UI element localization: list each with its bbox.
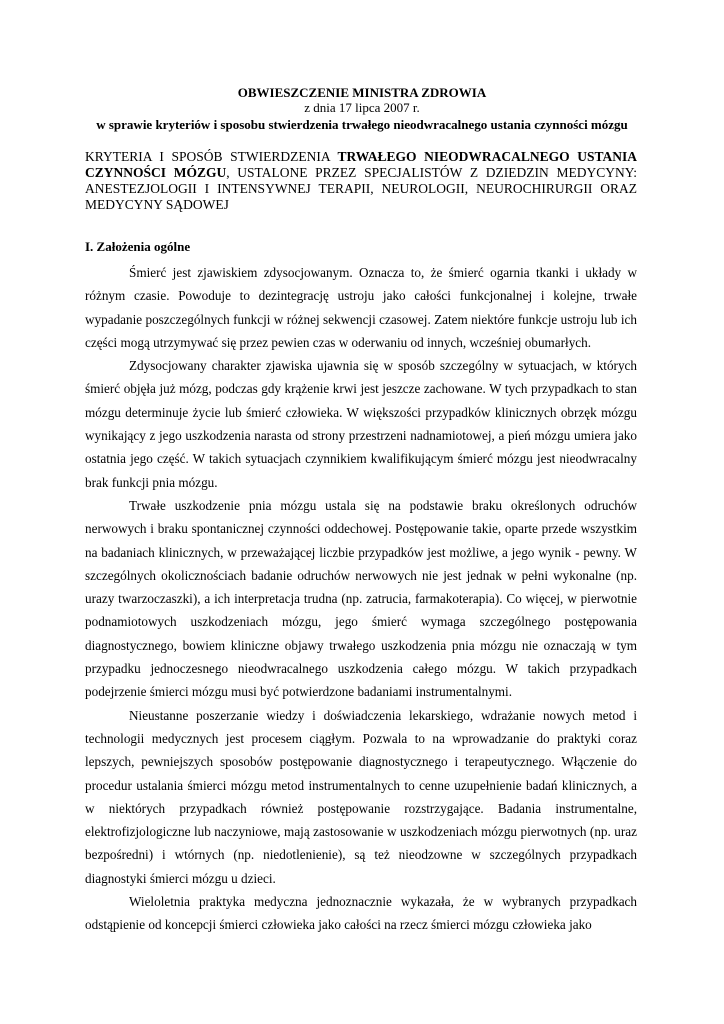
paragraph: Nieustanne poszerzanie wiedzy i doświadczenia lekarskiego, wdrażanie nowych metod i technologii medycznych jest procesem ciągłym. Pozwala to na wprowadzanie do praktyki coraz lepszych, pewniejszych sposobów postępowanie diagnostycznego i terapeutycznego. Włączenie do procedur ustalania śmierci mózgu metod instrumentalnych to cenne uzupełnienie badań klinicznych, a w niektórych przypadkach również postępowanie rozstrzygające. Badania instrumentalne, elektrofizjologiczne lub naczyniowe, mają zastosowanie w uszkodzeniach mózgu pierwotnych (np. uraz bezpośredni) i wtórnych (np. niedotlenienie), są też nieodzowne w szczególnych przypadkach diagnostyki śmierci mózgu u dzieci.: [85, 707, 637, 886]
document-body: [85, 261, 637, 937]
criteria-text-start: KRYTERIA I SPOSÓB STWIERDZENIA: [85, 149, 338, 164]
paragraph: Wieloletnia praktyka medyczna jednoznacznie wykazała, że w wybranych przypadkach odstąpienie od koncepcji śmierci człowieka jako całości na rzecz śmierci mózgu człowieka jako: [85, 894, 637, 933]
criteria-text-end: , USTALONE PRZEZ SPECJALISTÓW Z DZIEDZIN MEDYCYNY: ANESTEZJOLOGII I INTENSYWNEJ TERAPII, NEUROLOGII, NEUROCHIRURGII ORAZ MEDYCYNY SĄDOWEJ: [85, 165, 637, 212]
paragraph: Trwałe uszkodzenie pnia mózgu ustala się na podstawie braku określonych odruchów nerwowych i braku spontanicznej czynności oddechowej. Postępowanie takie, oparte przede wszystkim na badaniach klinicznych, w przeważającej liczbie przypadków jest możliwe, a jego wynik - pewny. W szczególnych okolicznościach badanie odruchów nerwowych nie jest jednak w pełni wykonalne (np. urazy twarzoczaszki), a ich interpretacja trudna (np. zatrucia, farmakoterapia). Co więcej, w pierwotnie podnamiotowych uszkodzeniach mózgu, jego śmierć wymaga szczególnego postępowania diagnostycznego, bowiem kliniczne objawy trwałego uszkodzenia pnia mózgu nie oznaczają w tym przypadku jednoczesnego nieodwracalnego uszkodzenia całego mózgu. W takich przypadkach podejrzenie śmierci mózgu musi być potwierdzone badaniami instrumentalnymi.: [85, 497, 637, 700]
criteria-text-bold: TRWAŁEGO NIEODWRACALNEGO USTANIA CZYNNOŚCI MÓZGU: [85, 149, 637, 180]
document-date: z dnia 17 lipca 2007 r.: [304, 100, 420, 115]
paragraph: Zdysocjowany charakter zjawiska ujawnia się w sposób szczególny w sytuacjach, w których śmierć objęła już mózg, podczas gdy krążenie krwi jest jeszcze zachowane. W tych przypadkach to stan mózgu determinuje życie lub śmierć człowieka. W większości przypadków klinicznych obrzęk mózgu wynikający z jego uszkodzenia narasta od strony przestrzeni nadnamiotowej, a pień mózgu umiera jako ostatnia jego część. W takich sytuacjach czynnikiem kwalifikującym śmierć mózgu jest nieodwracalny brak funkcji pnia mózgu.: [85, 358, 637, 490]
section-heading: I. Założenia ogólne: [85, 239, 191, 254]
document-title: OBWIESZCZENIE MINISTRA ZDROWIA: [237, 85, 487, 100]
document-subject: w sprawie kryteriów i sposobu stwierdzenia trwałego nieodwracalnego ustania czynności mózgu: [96, 117, 628, 132]
paragraph: Śmierć jest zjawiskiem zdysocjowanym. Oznacza to, że śmierć ogarnia tkanki i układy w różnym czasie. Powoduje to dezintegrację ustroju jako całości funkcjonalnej i kolejne, trwałe wypadanie poszczególnych funkcji w różnej sekwencji czasowej. Zatem niektóre funkcje ustroju lub ich części mogą utrzymywać się przez pewien czas w oderwaniu od innych, wcześniej obumarłych.: [85, 265, 637, 350]
criteria-heading: [85, 149, 637, 213]
